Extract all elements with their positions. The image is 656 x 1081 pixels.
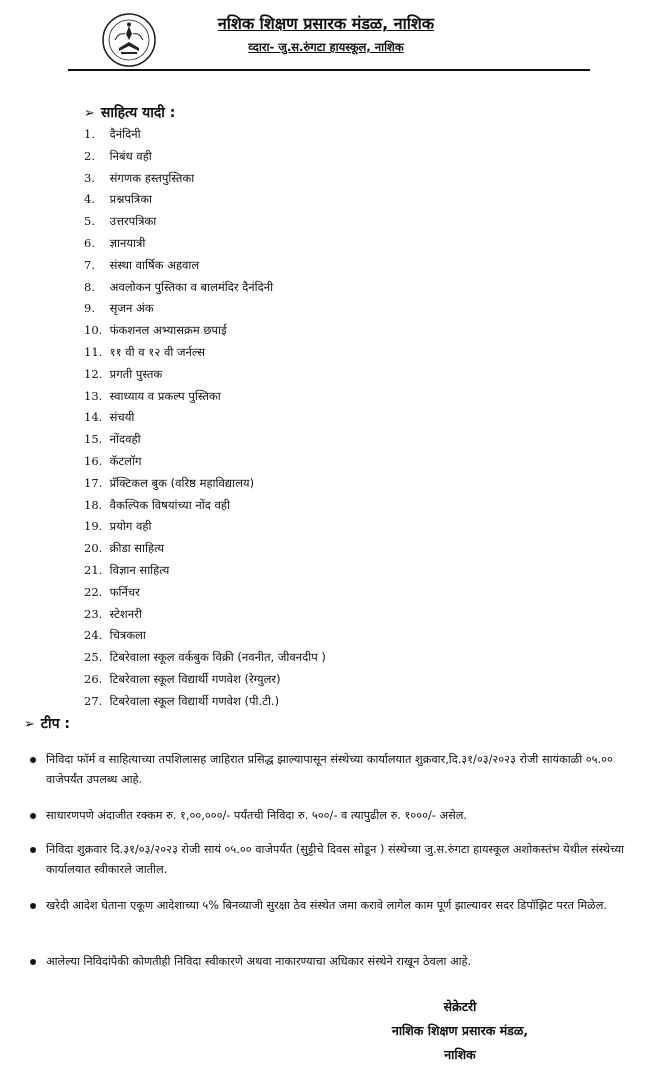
list-item-text: क्रीडा साहित्य: [109, 541, 165, 556]
list-item: [84, 320, 326, 342]
list-item-number: 12.: [84, 366, 103, 381]
list-item: [84, 647, 326, 669]
list-item: [84, 342, 326, 364]
header-divider: [68, 69, 590, 71]
material-list-heading-text: साहित्य यादी :: [100, 105, 176, 121]
list-item-text: संस्था वार्षिक अहवाल: [109, 257, 200, 272]
list-item-text: संगणक हस्तपुस्तिका: [109, 170, 195, 185]
list-item: [84, 582, 326, 604]
list-item-text: ज्ञानयात्री: [109, 235, 146, 250]
list-item: [84, 604, 326, 626]
list-item: [84, 429, 326, 451]
list-item-number: 18.: [84, 497, 103, 512]
list-item: [84, 233, 326, 255]
list-item: [84, 625, 326, 647]
list-item-text: कॅटलॉग: [109, 453, 142, 468]
letterhead: [0, 0, 656, 75]
list-item-number: 3.: [84, 170, 95, 185]
list-item: [84, 669, 326, 691]
list-item: [84, 691, 326, 713]
list-item-text: फंकशनल अभ्यासक्रम छपाई: [109, 323, 227, 338]
list-item-text: निबंध वही: [109, 148, 152, 163]
list-item-text: प्रॅक्टिकल बुक (वरिष्ठ महाविद्यालय): [109, 475, 255, 490]
material-list: [84, 124, 326, 713]
list-item-number: 7.: [84, 257, 95, 272]
arrow-bullet-icon: ➢: [24, 717, 35, 732]
list-item-text: टिबरेवाला स्कूल विद्यार्थी गणवेश (पी.टी.): [109, 693, 280, 708]
note-text: साधारणपणे अंदाजीत रक्कम रु. १,००,०००/- पर्यंतची निविदा रु. ५००/- व त्यापुढील रु. १०००/- असेल.: [46, 809, 467, 822]
list-item-number: 5.: [84, 214, 95, 229]
list-item-text: प्रयोग वही: [109, 519, 152, 534]
organization-subtitle: व्दारा- जु.स.रुंगटा हायस्कूल, नाशिक: [248, 40, 404, 54]
notes-heading: [24, 714, 70, 733]
list-item-text: अवलोकन पुस्तिका व बालमंदिर दैनंदिनी: [109, 279, 274, 294]
list-item: [84, 277, 326, 299]
signatory-city: नाशिक: [444, 1047, 476, 1062]
list-item: [84, 495, 326, 517]
list-item-number: 16.: [84, 453, 103, 468]
material-list-heading: [84, 103, 175, 122]
list-item-text: टिबरेवाला स्कूल वर्कबुक विक्री (नवनीत, जीवनदीप ): [109, 650, 326, 665]
list-item: [84, 516, 326, 538]
note-text: आलेल्या निविदांपैकी कोणतीही निविदा स्वीकारणे अथवा नाकारण्याचा अधिकार संस्थेने राखून ठेवला आहे.: [46, 955, 472, 968]
bullet-icon: [30, 903, 36, 909]
list-item: [84, 146, 326, 168]
list-item-number: 17.: [84, 475, 103, 490]
list-item-text: प्रश्नपत्रिका: [109, 192, 152, 207]
list-item-text: प्रगती पुस्तक: [109, 366, 163, 381]
note-text: निविदा शुक्रवार दि.३१/०३/२०२३ रोजी सायं ०५.०० वाजेपर्यंत (सुट्टीचे दिवस सोडून ) संस्थेच्या जु.स.रुंगटा हायस्कूल अशोकस्तंभ येथील संस्थेच्या कार्यालयात स्वीकारले जातील.: [46, 843, 625, 876]
list-item-number: 25.: [84, 650, 103, 665]
list-item-number: 11.: [84, 344, 103, 359]
list-item-text: संचयी: [109, 410, 135, 425]
list-item-number: 15.: [84, 432, 103, 447]
signatory-organization: नाशिक शिक्षण प्रसारक मंडळ,: [391, 1023, 529, 1038]
note-item: [30, 750, 640, 790]
list-item: [84, 124, 326, 146]
note-item: [30, 806, 640, 826]
notes-heading-text: टीप :: [40, 716, 71, 732]
list-item-text: उत्तरपत्रिका: [109, 214, 157, 229]
list-item-number: 9.: [84, 301, 95, 316]
list-item-number: 24.: [84, 628, 103, 643]
list-item: [84, 364, 326, 386]
institution-emblem-icon: [101, 12, 157, 68]
list-item-text: नोंदवही: [109, 432, 141, 447]
list-item: [84, 473, 326, 495]
list-item-text: सृजन अंक: [109, 301, 154, 316]
list-item-number: 20.: [84, 541, 103, 556]
list-item-number: 6.: [84, 235, 95, 250]
list-item-number: 19.: [84, 519, 103, 534]
note-text: खरेदी आदेश घेताना एकूण आदेशाच्या ५% बिनव्याजी सुरक्षा ठेव संस्थेत जमा करावे लागेल काम पूर्ण झाल्यावर सदर डिपॉझिट परत मिळेल.: [46, 899, 608, 912]
organization-title: नशिक शिक्षण प्रसारक मंडळ, नाशिक: [217, 14, 435, 33]
list-item-text: टिबरेवाला स्कूल विद्यार्थी गणवेश (रेग्युलर): [109, 671, 281, 686]
list-item-text: स्वाध्याय व प्रकल्प पुस्तिका: [109, 388, 221, 403]
list-item-text: दैनंदिनी: [109, 127, 141, 141]
note-text: निविदा फॉर्म व साहित्याच्या तपशिलासह जाहिरात प्रसिद्ध झाल्यापासून संस्थेच्या कार्यालयात शुक्रवार,दि.३१/०३/२०२३ रोजी सायंकाळी ०५.०० वाजेपर्यंत उपलब्ध आहे.: [46, 753, 613, 786]
signatory-role: सेक्रेटरी: [443, 999, 477, 1014]
list-item: [84, 451, 326, 473]
list-item-number: 4.: [84, 192, 95, 207]
list-item-number: 26.: [84, 671, 103, 686]
list-item-number: 2.: [84, 148, 95, 163]
list-item-text: चित्रकला: [109, 628, 146, 643]
list-item-number: 21.: [84, 562, 103, 577]
list-item: [84, 538, 326, 560]
list-item-text: वैकल्पिक विषयांच्या नोंद वही: [109, 497, 230, 512]
list-item: [84, 168, 326, 190]
bullet-icon: [30, 847, 36, 853]
list-item: [84, 407, 326, 429]
list-item: [84, 189, 326, 211]
list-item: [84, 211, 326, 233]
bullet-icon: [30, 813, 36, 819]
note-item: [30, 896, 640, 916]
list-item-number: 22.: [84, 584, 103, 599]
list-item-text: ११ वी व १२ वी जर्नल्स: [109, 344, 206, 359]
list-item-text: फर्निचर: [109, 584, 140, 599]
list-item-number: 13.: [84, 388, 103, 403]
list-item-number: 8.: [84, 279, 95, 294]
list-item-number: 14.: [84, 410, 103, 425]
list-item: [84, 255, 326, 277]
bullet-icon: [30, 757, 36, 763]
list-item-text: स्टेशनरी: [109, 606, 142, 621]
list-item-number: 10.: [84, 323, 103, 338]
note-item: [30, 952, 640, 972]
list-item-number: 23.: [84, 606, 103, 621]
list-item: [84, 298, 326, 320]
list-item: [84, 386, 326, 408]
note-item: [30, 840, 640, 880]
list-item-number: 1.: [84, 127, 95, 141]
bullet-icon: [30, 959, 36, 965]
list-item: [84, 560, 326, 582]
list-item-text: विज्ञान साहित्य: [109, 562, 170, 577]
arrow-bullet-icon: ➢: [84, 106, 95, 121]
list-item-number: 27.: [84, 693, 103, 708]
